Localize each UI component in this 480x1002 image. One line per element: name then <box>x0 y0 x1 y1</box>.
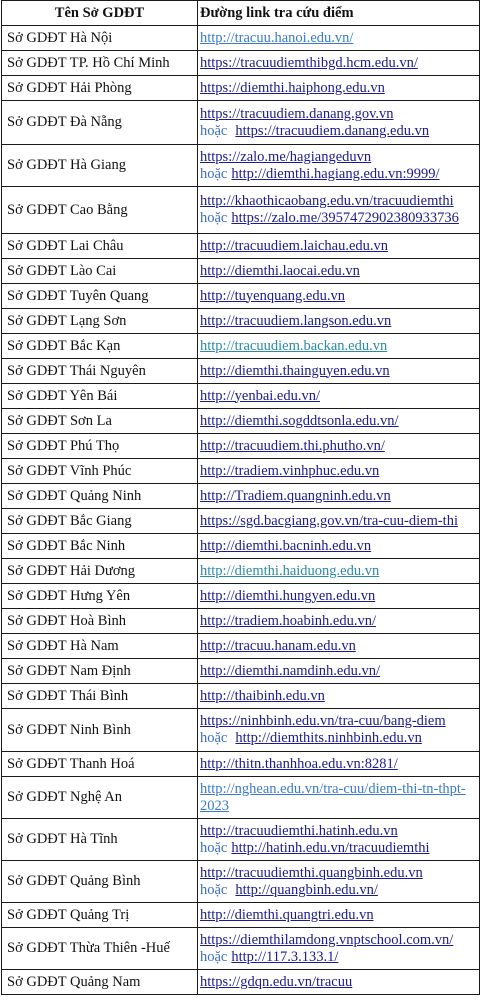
link-cell <box>198 459 480 484</box>
link-cell <box>198 145 480 187</box>
table-row <box>2 187 480 234</box>
lookup-link[interactable]: http://diemthi.thainguyen.edu.vn <box>200 362 390 379</box>
department-name: Sở GDĐT Thái Nguyên <box>2 359 198 384</box>
link-cell <box>198 609 480 634</box>
link-cell <box>198 659 480 684</box>
department-name: Sở GDĐT Hà Nam <box>2 634 198 659</box>
lookup-link[interactable]: http://117.3.133.1/ <box>231 948 339 965</box>
column-header-department: Tên Sở GDĐT <box>2 1 198 26</box>
table-row <box>2 819 480 861</box>
table-row <box>2 928 480 970</box>
lookup-link[interactable]: https://tracuudiem.danang.edu.vn <box>235 122 430 139</box>
department-name: Sở GDĐT Hải Dương <box>2 559 198 584</box>
lookup-link[interactable]: http://nghean.edu.vn/tra-cuu/diem-thi-tn-thpt-2023 <box>200 780 466 814</box>
link-cell <box>198 284 480 309</box>
or-label: hoặc <box>200 881 228 898</box>
table-body <box>2 26 480 995</box>
department-name: Sở GDĐT Bắc Ninh <box>2 534 198 559</box>
link-cell <box>198 534 480 559</box>
link-cell <box>198 777 480 819</box>
table-row <box>2 434 480 459</box>
lookup-link[interactable]: https://tracuudiemthibgd.hcm.edu.vn/ <box>200 54 418 71</box>
table-row <box>2 559 480 584</box>
table-row <box>2 309 480 334</box>
link-cell <box>198 559 480 584</box>
lookup-link[interactable]: http://diemthi.quangtri.edu.vn <box>200 906 374 923</box>
link-cell <box>198 234 480 259</box>
department-name: Sở GDĐT Hà Giang <box>2 145 198 187</box>
link-cell <box>198 819 480 861</box>
department-name: Sở GDĐT Yên Bái <box>2 384 198 409</box>
lookup-link[interactable]: http://diemthi.sogddtsonla.edu.vn/ <box>200 412 399 429</box>
table-header-row <box>2 1 480 26</box>
link-cell <box>198 309 480 334</box>
department-name: Sở GDĐT Thừa Thiên -Huế <box>2 928 198 970</box>
department-name: Sở GDĐT Thanh Hoá <box>2 752 198 777</box>
or-label: hoặc <box>200 730 228 746</box>
lookup-link[interactable]: http://Tradiem.quangninh.edu.vn <box>200 487 391 504</box>
table-row <box>2 76 480 101</box>
lookup-link[interactable]: http://hatinh.edu.vn/tracuudiemthi <box>231 839 430 856</box>
lookup-link[interactable]: https://tracuudiem.danang.gov.vn <box>200 105 394 122</box>
department-name: Sở GDĐT Quảng Bình <box>2 861 198 903</box>
link-cell <box>198 101 480 145</box>
link-cell <box>198 484 480 509</box>
link-cell <box>198 709 480 752</box>
lookup-link[interactable]: http://diemthi.haiduong.edu.vn <box>200 562 380 579</box>
department-name: Sở GDĐT Hải Phòng <box>2 76 198 101</box>
department-name: Sở GDĐT Hà Tĩnh <box>2 819 198 861</box>
table-row <box>2 484 480 509</box>
lookup-link[interactable]: http://diemthi.hagiang.edu.vn:9999/ <box>231 165 440 182</box>
link-cell <box>198 509 480 534</box>
table-row <box>2 101 480 145</box>
lookup-link[interactable]: https://ninhbinh.edu.vn/tra-cuu/bang-diem <box>200 713 446 729</box>
link-cell <box>198 434 480 459</box>
department-name: Sở GDĐT Ninh Bình <box>2 709 198 752</box>
lookup-link[interactable]: http://yenbai.edu.vn/ <box>200 387 321 404</box>
department-name: Sở GDĐT Thái Bình <box>2 684 198 709</box>
department-name: Sở GDĐT Bắc Kạn <box>2 334 198 359</box>
department-name: Sở GDĐT Đà Nẵng <box>2 101 198 145</box>
link-cell <box>198 187 480 234</box>
table-row <box>2 51 480 76</box>
link-cell <box>198 752 480 777</box>
lookup-link[interactable]: http://tracuudiem.laichau.edu.vn <box>200 237 389 254</box>
department-name: Sở GDĐT Quảng Ninh <box>2 484 198 509</box>
department-name: Sở GDĐT Nam Định <box>2 659 198 684</box>
lookup-link[interactable]: https://diemthilamdong.vnptschool.com.vn/ <box>200 931 454 948</box>
link-cell <box>198 684 480 709</box>
link-cell <box>198 409 480 434</box>
department-name: Sở GDĐT Cao Bằng <box>2 187 198 234</box>
table-row <box>2 659 480 684</box>
lookup-link[interactable]: http://tracuudiem.langson.edu.vn <box>200 312 392 329</box>
link-cell <box>198 76 480 101</box>
table-row <box>2 903 480 928</box>
department-name: Sở GDĐT Quảng Trị <box>2 903 198 928</box>
link-cell <box>198 384 480 409</box>
department-name: Sở GDĐT Lai Châu <box>2 234 198 259</box>
link-cell <box>198 51 480 76</box>
table-row <box>2 284 480 309</box>
table-row <box>2 259 480 284</box>
table-row <box>2 684 480 709</box>
lookup-link[interactable]: http://diemthi.namdinh.edu.vn/ <box>200 662 381 679</box>
lookup-link[interactable]: https://zalo.me/3957472902380933736 <box>231 210 459 226</box>
column-header-link: Đường link tra cứu điểm <box>198 1 480 26</box>
lookup-link[interactable]: http://diemthi.bacninh.edu.vn <box>200 537 372 554</box>
table-row <box>2 145 480 187</box>
or-label: hoặc <box>200 122 228 139</box>
table-row <box>2 334 480 359</box>
department-name: Sở GDĐT Nghệ An <box>2 777 198 819</box>
lookup-link[interactable]: http://tracuudiemthi.quangbinh.edu.vn <box>200 864 423 881</box>
or-label: hoặc <box>200 165 228 182</box>
department-name: Sở GDĐT Quảng Nam <box>2 970 198 995</box>
link-cell <box>198 584 480 609</box>
lookup-link[interactable]: https://diemthi.haiphong.edu.vn <box>200 79 385 96</box>
table-row <box>2 634 480 659</box>
department-name: Sở GDĐT Hưng Yên <box>2 584 198 609</box>
lookup-link[interactable]: http://tracuudiem.backan.edu.vn <box>200 337 388 354</box>
lookup-link[interactable]: http://tuyenquang.edu.vn <box>200 287 345 304</box>
table-row <box>2 752 480 777</box>
table-row <box>2 26 480 51</box>
lookup-link[interactable]: http://diemthits.ninhbinh.edu.vn <box>235 730 422 746</box>
score-lookup-table <box>1 0 480 995</box>
lookup-link[interactable]: http://tradiem.hoabinh.edu.vn/ <box>200 612 376 629</box>
or-label: hoặc <box>200 210 228 226</box>
lookup-link[interactable]: http://diemthi.laocai.edu.vn <box>200 262 360 279</box>
table-row <box>2 409 480 434</box>
lookup-link[interactable]: http://tracuudiem.thi.phutho.vn/ <box>200 437 385 454</box>
table-row <box>2 509 480 534</box>
link-cell <box>198 26 480 51</box>
link-cell <box>198 970 480 995</box>
table-row <box>2 709 480 752</box>
department-name: Sở GDĐT TP. Hồ Chí Minh <box>2 51 198 76</box>
link-cell <box>198 634 480 659</box>
department-name: Sở GDĐT Bắc Giang <box>2 509 198 534</box>
table-row <box>2 777 480 819</box>
table-row <box>2 861 480 903</box>
or-label: hoặc <box>200 839 228 856</box>
lookup-link[interactable]: http://tracuudiemthi.hatinh.edu.vn <box>200 822 398 839</box>
table-row <box>2 609 480 634</box>
table-row <box>2 970 480 995</box>
lookup-link[interactable]: https://zalo.me/hagiangeduvn <box>200 148 372 165</box>
or-label: hoặc <box>200 948 228 965</box>
link-cell <box>198 928 480 970</box>
link-cell <box>198 259 480 284</box>
lookup-link[interactable]: http://tracuu.hanam.edu.vn <box>200 637 356 654</box>
department-name: Sở GDĐT Vĩnh Phúc <box>2 459 198 484</box>
lookup-link[interactable]: http://thaibinh.edu.vn <box>200 687 325 704</box>
department-name: Sở GDĐT Lạng Sơn <box>2 309 198 334</box>
lookup-link[interactable]: http://tradiem.vinhphuc.edu.vn <box>200 462 380 479</box>
table-row <box>2 359 480 384</box>
lookup-link[interactable]: http://thitn.thanhhoa.edu.vn:8281/ <box>200 755 398 772</box>
department-name: Sở GDĐT Tuyên Quang <box>2 284 198 309</box>
lookup-link[interactable]: http://diemthi.hungyen.edu.vn <box>200 587 376 604</box>
department-name: Sở GDĐT Lào Cai <box>2 259 198 284</box>
table-row <box>2 234 480 259</box>
table-row <box>2 584 480 609</box>
department-name: Sở GDĐT Phú Thọ <box>2 434 198 459</box>
table-row <box>2 534 480 559</box>
link-cell <box>198 903 480 928</box>
department-name: Sở GDĐT Hà Nội <box>2 26 198 51</box>
link-cell <box>198 334 480 359</box>
lookup-link[interactable]: https://gdqn.edu.vn/tracuu <box>200 973 353 990</box>
department-name: Sở GDĐT Sơn La <box>2 409 198 434</box>
lookup-link[interactable]: http://tracuu.hanoi.edu.vn/ <box>200 29 354 46</box>
table-row <box>2 384 480 409</box>
table-row <box>2 459 480 484</box>
department-name: Sở GDĐT Hoà Bình <box>2 609 198 634</box>
lookup-link[interactable]: http://khaothicaobang.edu.vn/tracuudiemthi <box>200 193 454 209</box>
lookup-link[interactable]: https://sgd.bacgiang.gov.vn/tra-cuu-diem-thi <box>200 512 458 529</box>
link-cell <box>198 359 480 384</box>
link-cell <box>198 861 480 903</box>
lookup-link[interactable]: http://quangbinh.edu.vn/ <box>235 881 378 898</box>
